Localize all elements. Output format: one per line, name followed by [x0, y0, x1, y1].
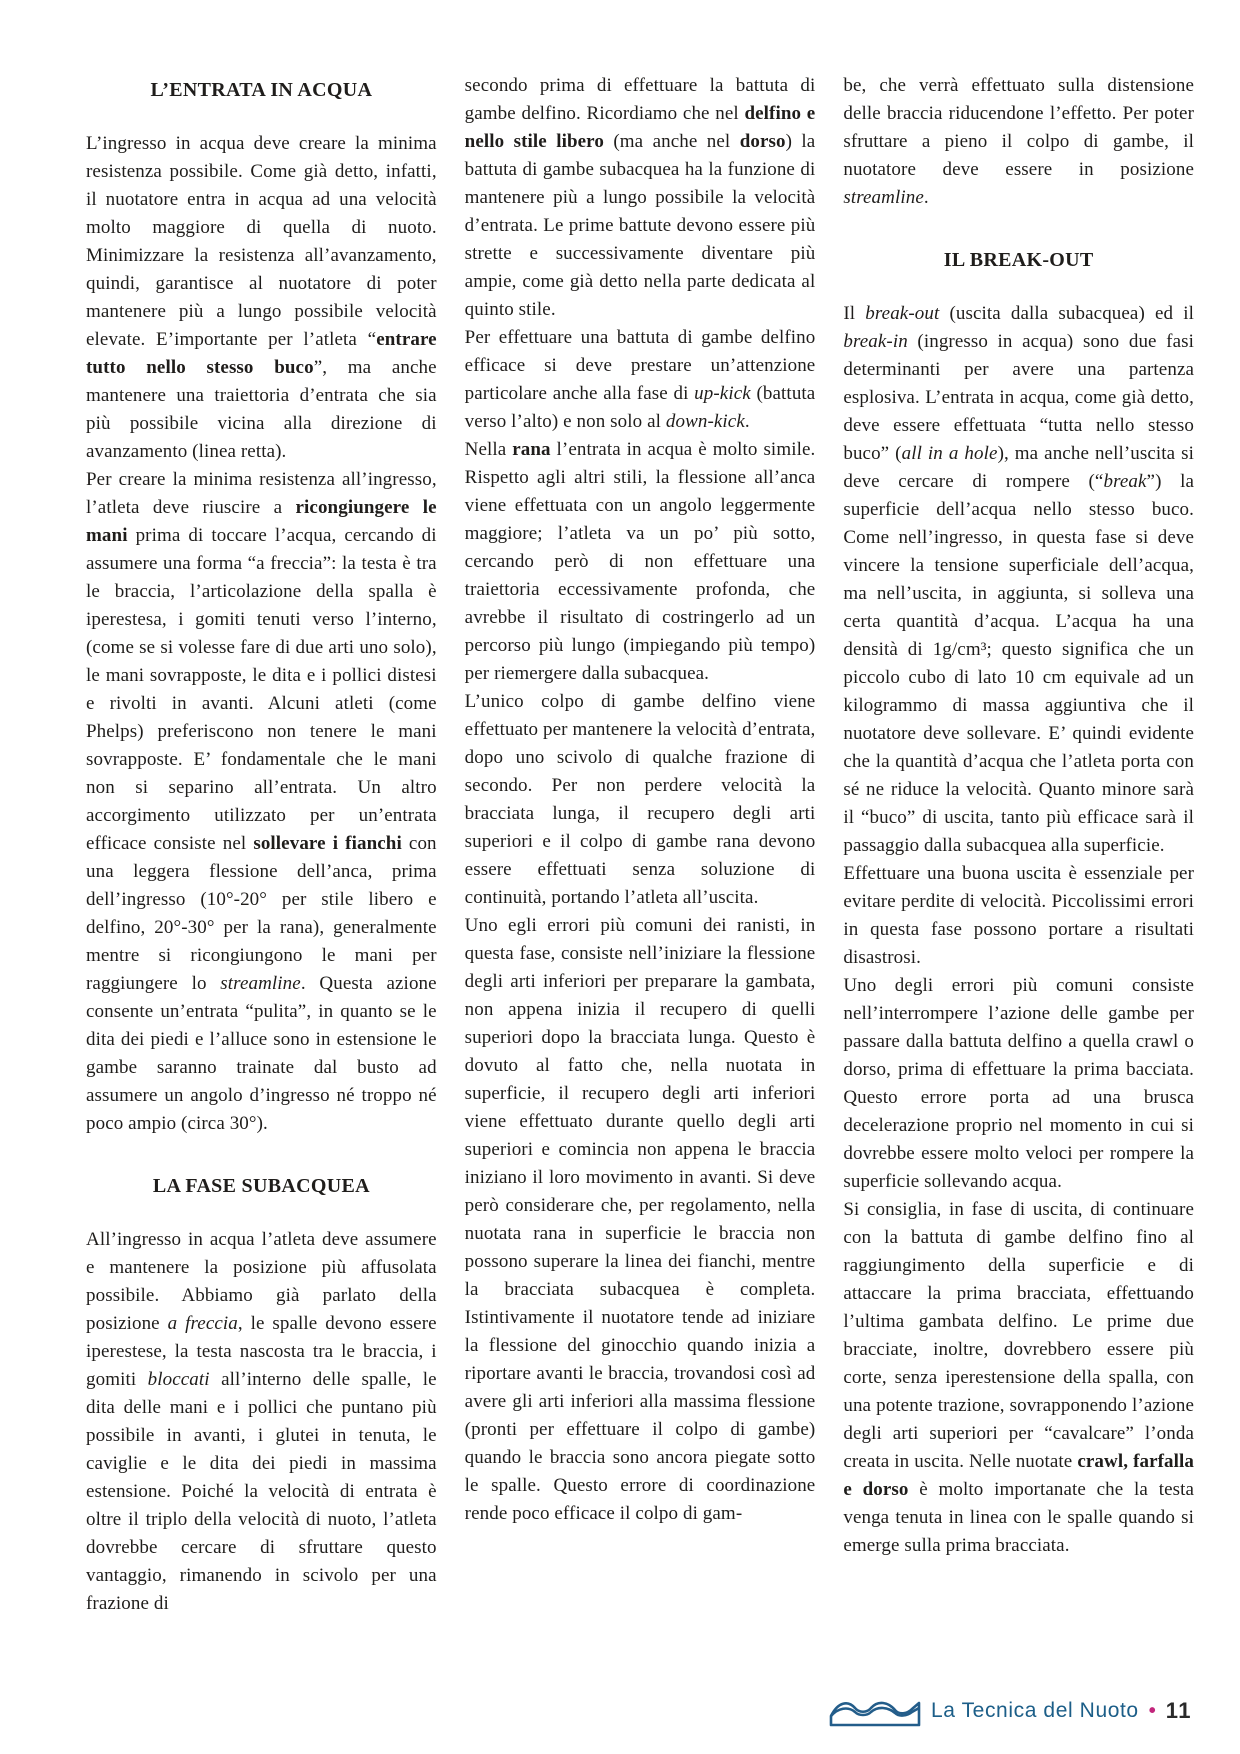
paragraph: be, che verrà effettuato sulla distensione delle braccia riducendone l’effetto. Per poter sfruttare a pieno il colpo di gambe, il nuotatore deve essere in posizione streamline. [843, 75, 1195, 208]
paragraph: Uno egli errori più comuni dei ranisti, in questa fase, consiste nell’iniziare la flessione degli arti inferiori per preparare la gambata, non appena inizia il recupero di quelli superiori dopo la bracciata lunga. Questo è dovuto al fatto che, nella nuotata in superficie, il recupero degli arti inferiori viene effettuato durante quello degli arti superiori e comincia non appena le braccia iniziano il loro movimento in avanti. Si deve però considerare che, per regolamento, nella nuotata rana in superficie le braccia non possono superare la linea dei fianchi, mentre la bracciata subacquea è completa. Istintivamente il nuotatore tende ad iniziare la flessione del ginocchio quando inizia a riportare avanti le braccia, trovandosi così ad avere gli arti inferiori alla massima flessione (pronti per effettuare il colpo di gambe) quando le braccia sono ancora piegate sotto le spalle. Questo errore di coordinazione rende poco efficace il colpo di gam- [464, 915, 816, 1524]
paragraph: secondo prima di effettuare la battuta di gambe delfino. Ricordiamo che nel delfino e nello stile libero (ma anche nel dorso) la battuta di gambe subacquea ha la funzione di mantenere più a lungo possibile la velocità d’entrata. Le prime battute devono essere più strette e successivamente diventare più ampie, come già detto nella parte dedicata al quinto stile. [464, 75, 816, 320]
text-column-left [86, 72, 437, 1618]
paragraph: L’unico colpo di gambe delfino viene effettuato per mantenere la velocità d’entrata, dopo uno scivolo di qualche frazione di secondo. Per non perdere velocità la bracciata lunga, il recupero degli arti superiori e il colpo di gambe rana devono essere effettuati senza soluzione di continuità, portando l’atleta all’uscita. [464, 691, 816, 908]
paragraph: Si consiglia, in fase di uscita, di continuare con la battuta di gambe delfino fino al raggiungimento della superficie e di attaccare la prima bracciata, effettuando l’ultima gambata delfino. Le prime due bracciate, inoltre, dovrebbero essere più corte, senza iperestensione della spalla, con una potente trazione, sovrapponendo l’azione degli arti superiori per “cavalcare” l’onda creata in uscita. Nelle nuotate crawl, farfalla e dorso è molto importanate che la testa venga tenuta in linea con le spalle quando si emerge sulla prima bracciata. [843, 1199, 1195, 1556]
magazine-title: La Tecnica del Nuoto [930, 1699, 1139, 1722]
paragraph: All’ingresso in acqua l’atleta deve assumere e mantenere la posizione più affusolata possibile. Abbiamo già parlato della posizione a freccia, le spalle devono essere iperestese, la testa nascosta tra le braccia, i gomiti bloccati all’interno delle spalle, le dita delle mani e i pollici che puntano più possibile in avanti, i glutei in tenuta, le caviglie e le dita dei piedi in massima estensione. Poiché la velocità di entrata è oltre il triplo della velocità di nuoto, l’atleta dovrebbe cercare di sfruttare questo vantaggio, rimanendo in scivolo per una frazione di [86, 1229, 437, 1614]
page-footer [827, 1694, 1192, 1728]
content-columns [86, 72, 1194, 1618]
paragraph: Nella rana l’entrata in acqua è molto simile. Rispetto agli altri stili, la flessione all’anca viene effettuata con un angolo leggermente maggiore; l’atleta va un po’ più sotto, cercando però di non effettuare una traiettoria eccessivamente profonda, che avrebbe il risultato di costringerlo ad un percorso più lungo (impiegando più tempo) per riemergere dalla subacquea. [464, 439, 816, 684]
paragraph: Per effettuare una battuta di gambe delfino efficace si deve prestare un’attenzione particolare anche alla fase di up-kick (battuta verso l’alto) e non solo al down-kick. [464, 327, 816, 432]
wave-logo-icon [827, 1694, 923, 1728]
section-heading: LA FASE SUBACQUEA [152, 1175, 370, 1197]
text-column-center [465, 72, 816, 1618]
text-column-right [843, 72, 1194, 1618]
paragraph: Uno degli errori più comuni consiste nell’interrompere l’azione delle gambe per passare dalla battuta delfino a quella crawl o dorso, prima di effettuare la prima bacciata. Questo errore porta ad una brusca decelerazione proprio nel momento in cui si dovrebbe essere molto veloci per rompere la superficie sollevando acqua. [843, 975, 1195, 1192]
paragraph: L’ingresso in acqua deve creare la minima resistenza possibile. Come già detto, infatti, il nuotatore entra in acqua ad una velocità molto maggiore di quella di nuoto. Minimizzare la resistenza all’avanzamento, quindi, garantisce al nuotatore di poter mantenere più a lungo possibile velocità elevate. E’importante per l’atleta “entrare tutto nello stesso buco”, ma anche mantenere una traiettoria d’entrata che sia più possibile vicina alla direzione di avanzamento (linea retta). [86, 133, 437, 462]
page-number: 11 [1165, 1698, 1192, 1723]
footer-separator-dot: • [1148, 1700, 1156, 1722]
paragraph: Il break-out (uscita dalla subacquea) ed il break-in (ingresso in acqua) sono due fasi determinanti per avere una partenza esplosiva. L’entrata in acqua, come già detto, deve essere effettuata “tutta nello stesso buco” (all in a hole), ma anche nell’uscita si deve cercare di rompere (“break”) la superficie dell’acqua nello stesso buco. Come nell’ingresso, in questa fase si deve vincere la tensione superficiale dell’acqua, ma nell’uscita, in aggiunta, si solleva una certa quantità d’acqua. L’acqua ha una densità di 1g/cm³; questo significa che un piccolo cubo di lato 10 cm equivale ad un kilogrammo di massa aggiuntiva che il nuotatore deve sollevare. E’ quindi evidente che la quantità d’acqua che l’atleta porta con sé ne riduce la velocità. Quanto minore sarà il “buco” di uscita, tanto più efficace sarà il passaggio dalla subacquea alla superficie. [843, 303, 1195, 856]
section-heading: L’ENTRATA IN ACQUA [150, 79, 373, 101]
paragraph: Per creare la minima resistenza all’ingresso, l’atleta deve riuscire a ricongiungere le mani prima di toccare l’acqua, cercando di assumere una forma “a freccia”: la testa è tra le braccia, l’articolazione della spalla è iperestesa, i gomiti tenuti verso l’interno, (come se si volesse fare di due arti uno solo), le mani sovrapposte, le dita e i pollici distesi e rivolti in avanti. Alcuni atleti (come Phelps) preferiscono non tenere le mani sovrapposte. E’ fondamentale che le mani non si separino all’entrata. Un altro accorgimento utilizzato per un’entrata efficace consiste nel sollevare i fianchi con una leggera flessione dell’anca, prima dell’ingresso (10°-20° per stile libero e delfino, 20°-30° per la rana), generalmente mentre si ricongiungono le mani per raggiungere lo streamline. Questa azione consente un’entrata “pulita”, in quanto se le dita dei piedi e l’alluce sono in estensione le gambe saranno trainate dal busto ad assumere un angolo d’ingresso né troppo né poco ampio (circa 30°). [86, 469, 437, 1134]
section-heading: IL BREAK-OUT [943, 249, 1094, 271]
paragraph: Effettuare una buona uscita è essenziale per evitare perdite di velocità. Piccolissimi errori in questa fase possono portare a risultati disastrosi. [843, 863, 1195, 968]
